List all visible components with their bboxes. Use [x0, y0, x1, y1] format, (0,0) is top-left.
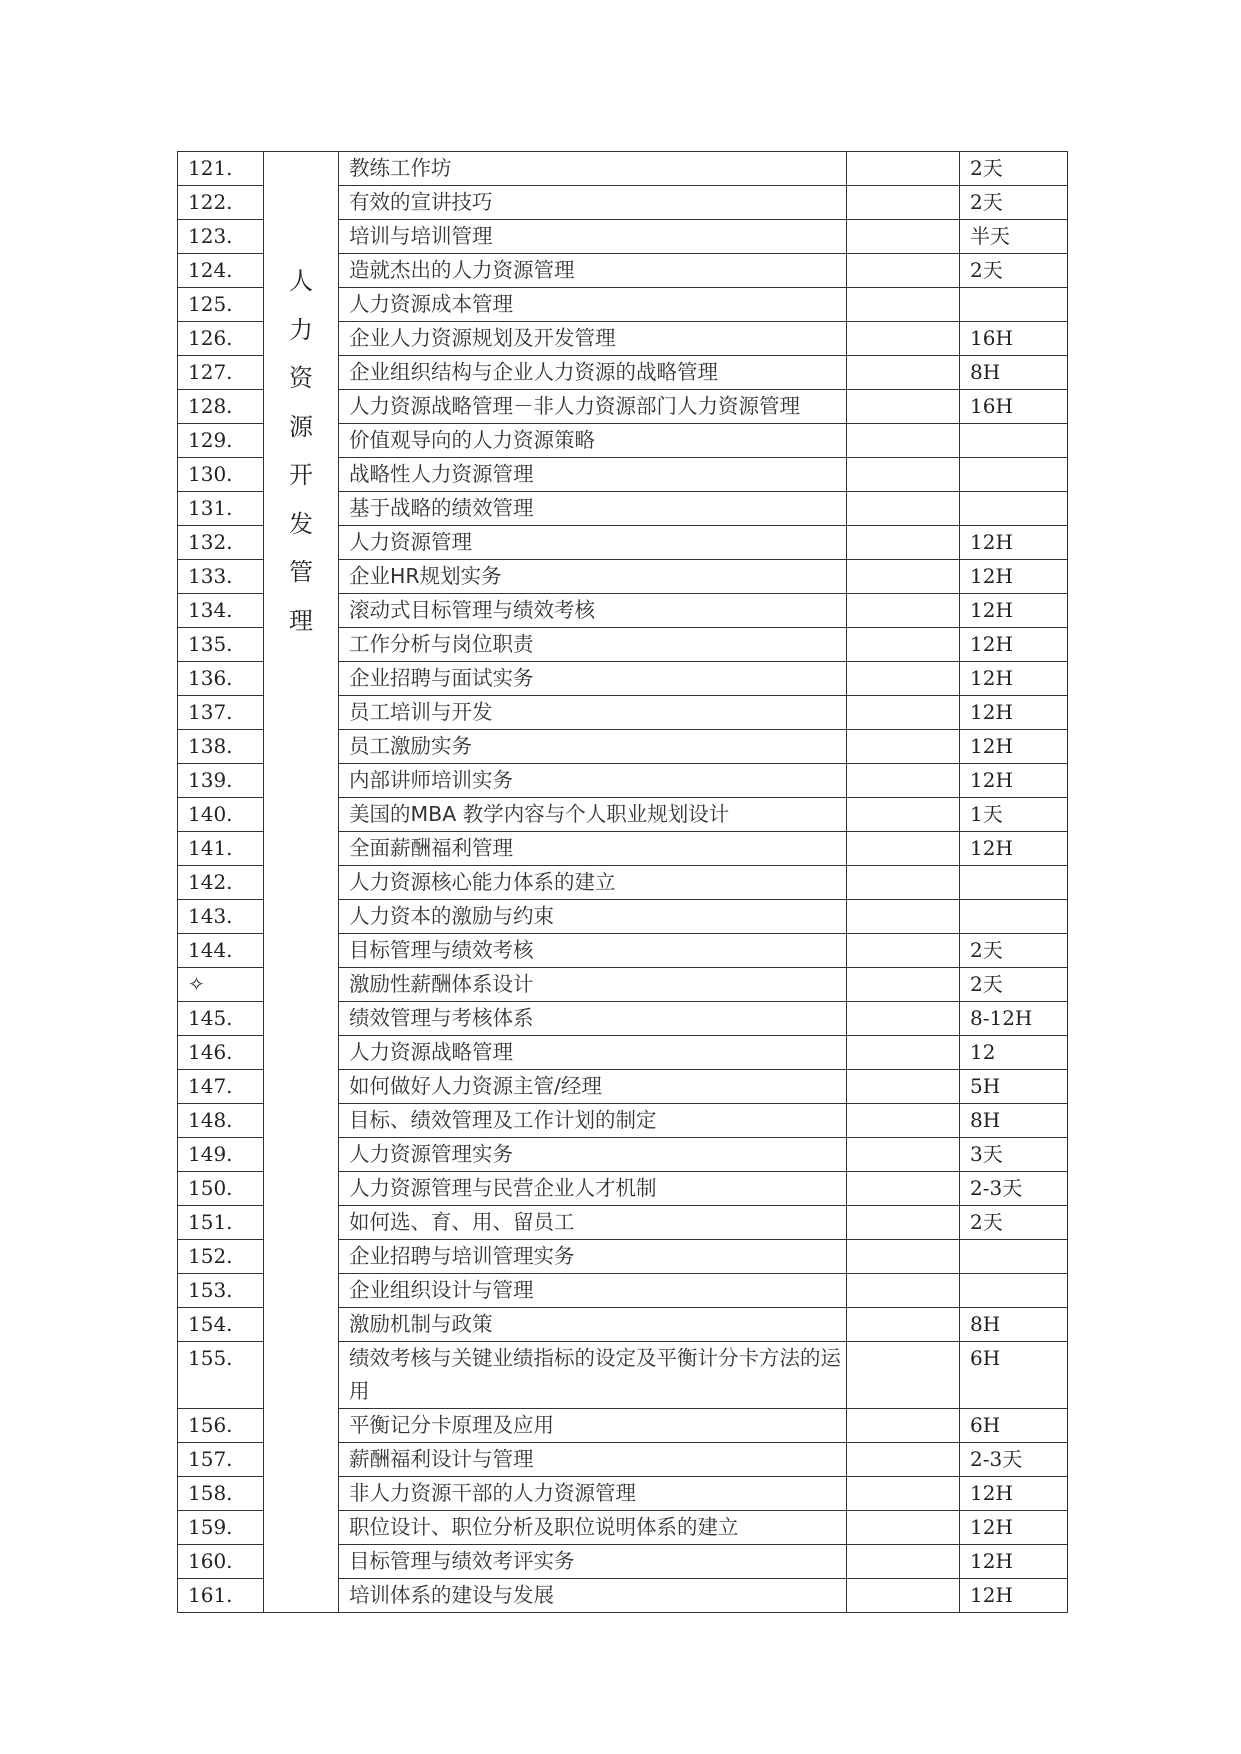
row-number: 157.	[178, 1443, 264, 1477]
course-duration: 8H	[960, 1308, 1068, 1342]
course-note	[847, 968, 960, 1002]
row-number: 139.	[178, 764, 264, 798]
course-name: 企业招聘与面试实务	[339, 662, 847, 696]
course-name: 目标管理与绩效考评实务	[339, 1545, 847, 1579]
course-duration: 12H	[960, 696, 1068, 730]
course-name: 企业HR规划实务	[339, 560, 847, 594]
category-char: 管	[289, 558, 313, 586]
row-number: 161.	[178, 1579, 264, 1613]
category-char: 资	[289, 364, 313, 392]
category-char: 源	[289, 412, 313, 441]
row-number: 154.	[178, 1308, 264, 1342]
course-note	[847, 1477, 960, 1511]
course-note	[847, 1070, 960, 1104]
course-name: 培训与培训管理	[339, 220, 847, 254]
course-duration	[960, 900, 1068, 934]
course-note	[847, 900, 960, 934]
row-number: 146.	[178, 1036, 264, 1070]
row-number: 132.	[178, 526, 264, 560]
category-char: 发	[289, 509, 313, 538]
course-duration: 12H	[960, 662, 1068, 696]
course-note	[847, 1409, 960, 1443]
row-number: 143.	[178, 900, 264, 934]
row-number: 135.	[178, 628, 264, 662]
category-cell	[264, 152, 339, 1613]
course-name: 美国的MBA 教学内容与个人职业规划设计	[339, 798, 847, 832]
course-note	[847, 1308, 960, 1342]
course-name: 企业组织设计与管理	[339, 1274, 847, 1308]
course-name: 企业招聘与培训管理实务	[339, 1240, 847, 1274]
row-number: 160.	[178, 1545, 264, 1579]
course-note	[847, 1172, 960, 1206]
course-name: 人力资源管理与民营企业人才机制	[339, 1172, 847, 1206]
course-duration: 12H	[960, 560, 1068, 594]
category-char: 人	[289, 267, 313, 295]
course-note	[847, 288, 960, 322]
course-note	[847, 186, 960, 220]
course-name: 薪酬福利设计与管理	[339, 1443, 847, 1477]
course-duration: 8H	[960, 1104, 1068, 1138]
row-number: 131.	[178, 492, 264, 526]
course-duration: 2天	[960, 968, 1068, 1002]
course-note	[847, 1342, 960, 1409]
course-note	[847, 526, 960, 560]
row-number: 149.	[178, 1138, 264, 1172]
course-duration	[960, 288, 1068, 322]
course-note	[847, 1579, 960, 1613]
course-name: 造就杰出的人力资源管理	[339, 254, 847, 288]
course-note	[847, 594, 960, 628]
course-note	[847, 356, 960, 390]
row-number: 137.	[178, 696, 264, 730]
course-note	[847, 798, 960, 832]
course-name: 激励性薪酬体系设计	[339, 968, 847, 1002]
row-number: 138.	[178, 730, 264, 764]
course-name: 人力资源战略管理－非人力资源部门人力资源管理	[339, 390, 847, 424]
course-duration	[960, 866, 1068, 900]
course-note	[847, 1545, 960, 1579]
course-name: 人力资源核心能力体系的建立	[339, 866, 847, 900]
course-note	[847, 560, 960, 594]
row-number: ✧	[178, 968, 264, 1002]
course-duration: 12H	[960, 832, 1068, 866]
course-duration: 12H	[960, 628, 1068, 662]
course-note	[847, 1443, 960, 1477]
course-note	[847, 866, 960, 900]
row-number: 126.	[178, 322, 264, 356]
course-name: 绩效考核与关键业绩指标的设定及平衡计分卡方法的运用	[339, 1342, 847, 1409]
course-duration: 6H	[960, 1409, 1068, 1443]
course-duration: 12H	[960, 1579, 1068, 1613]
course-duration: 12	[960, 1036, 1068, 1070]
course-note	[847, 492, 960, 526]
course-note	[847, 390, 960, 424]
row-number: 152.	[178, 1240, 264, 1274]
row-number: 159.	[178, 1511, 264, 1545]
course-name: 平衡记分卡原理及应用	[339, 1409, 847, 1443]
course-duration: 3天	[960, 1138, 1068, 1172]
course-duration	[960, 458, 1068, 492]
course-table	[177, 151, 1068, 1613]
course-note	[847, 254, 960, 288]
course-note	[847, 1274, 960, 1308]
row-number: 130.	[178, 458, 264, 492]
course-name: 激励机制与政策	[339, 1308, 847, 1342]
course-name: 员工激励实务	[339, 730, 847, 764]
course-note	[847, 832, 960, 866]
category-label	[264, 257, 338, 645]
course-name: 全面薪酬福利管理	[339, 832, 847, 866]
row-number: 156.	[178, 1409, 264, 1443]
course-name: 教练工作坊	[339, 152, 847, 186]
course-name: 员工培训与开发	[339, 696, 847, 730]
row-number: 147.	[178, 1070, 264, 1104]
course-note	[847, 662, 960, 696]
course-name: 滚动式目标管理与绩效考核	[339, 594, 847, 628]
course-duration: 2天	[960, 934, 1068, 968]
course-name: 基于战略的绩效管理	[339, 492, 847, 526]
course-duration	[960, 1240, 1068, 1274]
course-duration: 2-3天	[960, 1172, 1068, 1206]
row-number: 150.	[178, 1172, 264, 1206]
course-note	[847, 152, 960, 186]
row-number: 123.	[178, 220, 264, 254]
row-number: 134.	[178, 594, 264, 628]
row-number: 141.	[178, 832, 264, 866]
course-duration: 12H	[960, 1511, 1068, 1545]
course-name: 企业组织结构与企业人力资源的战略管理	[339, 356, 847, 390]
course-name: 绩效管理与考核体系	[339, 1002, 847, 1036]
course-duration: 2天	[960, 186, 1068, 220]
row-number: 155.	[178, 1342, 264, 1409]
course-note	[847, 1104, 960, 1138]
course-duration: 2-3天	[960, 1443, 1068, 1477]
row-number: 129.	[178, 424, 264, 458]
row-number: 145.	[178, 1002, 264, 1036]
course-name: 如何选、育、用、留员工	[339, 1206, 847, 1240]
course-name: 人力资本的激励与约束	[339, 900, 847, 934]
course-note	[847, 1036, 960, 1070]
row-number: 128.	[178, 390, 264, 424]
course-duration: 12H	[960, 764, 1068, 798]
course-note	[847, 1206, 960, 1240]
course-name: 人力资源战略管理	[339, 1036, 847, 1070]
course-name: 目标、绩效管理及工作计划的制定	[339, 1104, 847, 1138]
course-note	[847, 934, 960, 968]
course-name: 工作分析与岗位职责	[339, 628, 847, 662]
course-name: 如何做好人力资源主管/经理	[339, 1070, 847, 1104]
table-row	[178, 152, 1068, 186]
row-number: 144.	[178, 934, 264, 968]
course-note	[847, 220, 960, 254]
row-number: 121.	[178, 152, 264, 186]
course-duration: 8H	[960, 356, 1068, 390]
course-name: 人力资源管理实务	[339, 1138, 847, 1172]
course-note	[847, 696, 960, 730]
course-name: 人力资源管理	[339, 526, 847, 560]
course-name: 内部讲师培训实务	[339, 764, 847, 798]
table-body	[178, 152, 1068, 1613]
course-duration	[960, 492, 1068, 526]
category-char: 开	[289, 461, 313, 489]
course-name: 价值观导向的人力资源策略	[339, 424, 847, 458]
row-number: 124.	[178, 254, 264, 288]
course-duration: 半天	[960, 220, 1068, 254]
course-duration: 12H	[960, 594, 1068, 628]
course-duration: 16H	[960, 390, 1068, 424]
course-name: 战略性人力资源管理	[339, 458, 847, 492]
course-duration: 12H	[960, 526, 1068, 560]
row-number: 140.	[178, 798, 264, 832]
row-number: 127.	[178, 356, 264, 390]
course-duration: 12H	[960, 1477, 1068, 1511]
course-note	[847, 1511, 960, 1545]
course-duration: 16H	[960, 322, 1068, 356]
category-char: 力	[289, 315, 313, 344]
course-note	[847, 730, 960, 764]
row-number: 125.	[178, 288, 264, 322]
course-name: 企业人力资源规划及开发管理	[339, 322, 847, 356]
course-duration: 6H	[960, 1342, 1068, 1409]
row-number: 133.	[178, 560, 264, 594]
row-number: 142.	[178, 866, 264, 900]
course-duration	[960, 1274, 1068, 1308]
course-note	[847, 628, 960, 662]
course-note	[847, 424, 960, 458]
course-duration: 2天	[960, 152, 1068, 186]
course-duration: 2天	[960, 254, 1068, 288]
course-name: 人力资源成本管理	[339, 288, 847, 322]
row-number: 148.	[178, 1104, 264, 1138]
course-note	[847, 764, 960, 798]
course-name: 有效的宣讲技巧	[339, 186, 847, 220]
row-number: 136.	[178, 662, 264, 696]
row-number: 151.	[178, 1206, 264, 1240]
row-number: 122.	[178, 186, 264, 220]
course-name: 职位设计、职位分析及职位说明体系的建立	[339, 1511, 847, 1545]
course-note	[847, 322, 960, 356]
course-duration: 1天	[960, 798, 1068, 832]
row-number: 158.	[178, 1477, 264, 1511]
course-name: 培训体系的建设与发展	[339, 1579, 847, 1613]
course-duration: 2天	[960, 1206, 1068, 1240]
course-note	[847, 1240, 960, 1274]
course-duration: 5H	[960, 1070, 1068, 1104]
course-duration: 12H	[960, 730, 1068, 764]
category-char: 理	[289, 606, 313, 635]
course-note	[847, 1138, 960, 1172]
row-number: 153.	[178, 1274, 264, 1308]
course-name: 非人力资源干部的人力资源管理	[339, 1477, 847, 1511]
course-duration: 12H	[960, 1545, 1068, 1579]
course-note	[847, 1002, 960, 1036]
course-name: 目标管理与绩效考核	[339, 934, 847, 968]
course-duration: 8-12H	[960, 1002, 1068, 1036]
course-note	[847, 458, 960, 492]
course-duration	[960, 424, 1068, 458]
